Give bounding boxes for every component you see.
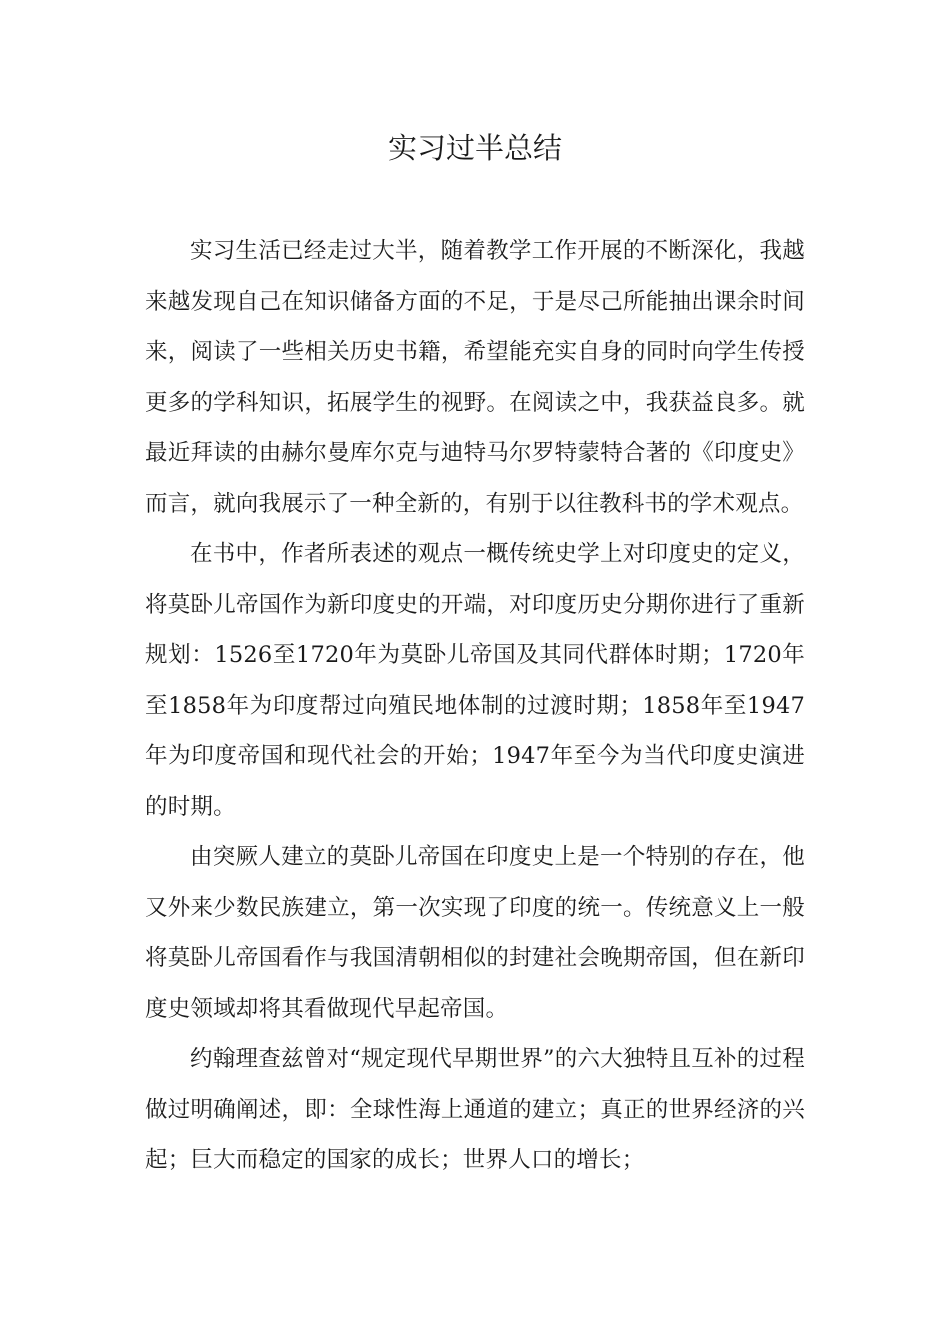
document-title: 实习过半总结: [387, 131, 562, 165]
paragraph-3: 由突厥人建立的莫卧儿帝国在印度史上是一个特别的存在，他又外来少数民族建立，第一次实现了印度的统一。传统意义上一般将莫卧儿帝国看作与我国清朝相似的封建社会晚期帝国，但在新印度史领域却将其看做现代早起帝国。: [145, 844, 805, 1022]
paragraph-1: 实习生活已经走过大半，随着教学工作开展的不断深化，我越来越发现自己在知识储备方面的不足，于是尽己所能抽出课余时间来，阅读了一些相关历史书籍，希望能充实自身的同时向学生传授更多的学科知识，拓展学生的视野。在阅读之中，我获益良多。就最近拜读的由赫尔曼库尔克与迪特马尔罗特蒙特合著的《印度史》而言，就向我展示了一种全新的，有别于以往教科书的学术观点。: [145, 238, 805, 517]
document-body: [145, 226, 805, 1186]
paragraph-2: 在书中，作者所表述的观点一概传统史学上对印度史的定义，将莫卧儿帝国作为新印度史的开端，对印度历史分期你进行了重新规划：1526至1720年为莫卧儿帝国及其同代群体时期；1720年至1858年为印度帮过向殖民地体制的过渡时期；1858年至1947年为印度帝国和现代社会的开始；1947年至今为当代印度史演进的时期。: [145, 541, 805, 820]
paragraph-4: 约翰理查兹曾对“规定现代早期世界”的六大独特且互补的过程做过明确阐述，即：全球性海上通道的建立；真正的世界经济的兴起；巨大而稳定的国家的成长；世界人口的增长；: [145, 1046, 805, 1173]
